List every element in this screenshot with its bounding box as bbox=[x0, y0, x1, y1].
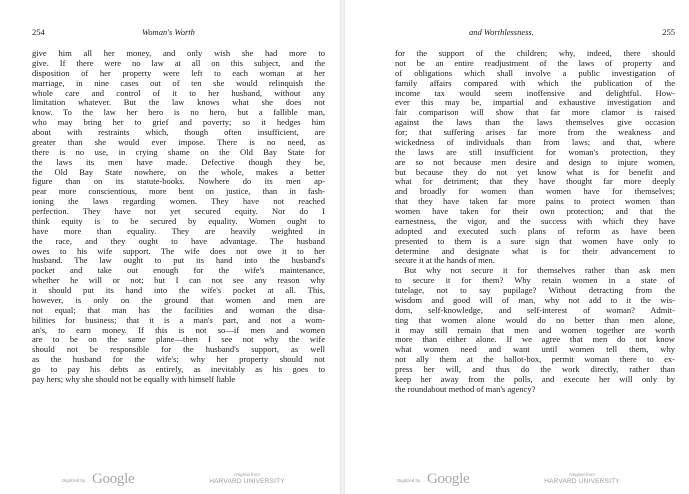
left-page-header bbox=[32, 27, 325, 39]
text-line: are to be on the same plane—then I see not why the wife bbox=[32, 335, 325, 345]
text-line: an's, to earn money. If this is not so—if men and women bbox=[32, 325, 325, 335]
text-line: limitation whatever. But the law knows what she does not bbox=[32, 98, 325, 108]
text-line: of obligations which shall involve a public investigation of bbox=[395, 68, 675, 78]
text-line: but because they do not yet know what is for benefit and bbox=[395, 167, 675, 177]
text-line: wisdom and good will of man, why not add to it the wis- bbox=[395, 295, 675, 305]
text-line: ever this may be, impartial and exhaustive investigation and bbox=[395, 98, 675, 108]
text-line: the race, and they ought to have advantage. The husband bbox=[32, 236, 325, 246]
text-line: pay hers; why she should not be equally with himself liable bbox=[32, 374, 236, 384]
left-page bbox=[0, 0, 340, 494]
text-line: have more than equality. They are heavily weighted in bbox=[32, 226, 325, 236]
text-line: the laws are still insufficient for woman's protection, they bbox=[395, 147, 675, 157]
right-page-body bbox=[395, 49, 675, 395]
text-line: whether he will or not; but I can not see any reason why bbox=[32, 276, 325, 286]
text-line: for the support of the children; why, indeed, there should bbox=[395, 49, 675, 58]
text-line: the laws its men have made. Defective though they be, bbox=[32, 157, 325, 167]
right-page bbox=[345, 0, 689, 494]
right-page-header bbox=[383, 27, 675, 39]
text-line: what for detriment; that they have thought far more deeply bbox=[395, 177, 675, 187]
text-line: presented to them is a sure sign that women have only to bbox=[395, 236, 675, 246]
text-line: it may still remain that men and women together are worth bbox=[395, 325, 675, 335]
text-line: earnestness, the vigor, and the success with which they have bbox=[395, 216, 675, 226]
text-line: perfection. They have not yet secured equity. Nor do I bbox=[32, 207, 325, 216]
original-from-label: Original from bbox=[234, 472, 260, 477]
text-line: more than either alone. If we agree that men do not know bbox=[395, 335, 675, 345]
text-line: adopted and executed such plans of reform as have been bbox=[395, 226, 675, 236]
original-from-label: Original from bbox=[569, 472, 595, 477]
text-line: greater than she would ever impose. There is no need, as bbox=[32, 137, 325, 147]
text-line: pocket and take out enough for the wife's maintenance, bbox=[32, 266, 325, 276]
text-line: press her will, and thus do the work directly, rather than bbox=[395, 365, 675, 374]
text-line: figure than on its statute-books. Nowhere do its men ap- bbox=[32, 177, 325, 187]
left-page-footer bbox=[62, 472, 302, 488]
running-head: Woman's Worth bbox=[142, 27, 195, 37]
text-line: who may bring her to grief and poverty; so it hedges him bbox=[32, 118, 325, 128]
text-line: the roundabout method of man's agency? bbox=[395, 384, 536, 394]
text-line: women have taken for their own protection; and that the bbox=[395, 207, 675, 216]
text-line: tutelage, not to say pupilage? Without detracting from the bbox=[395, 286, 675, 295]
text-line: keep her away from the polls, and execute her will only by bbox=[395, 374, 675, 384]
text-line: give. If there were no law at all on this subject, and the bbox=[32, 58, 325, 68]
text-line: secure it at the hands of men. bbox=[395, 256, 495, 266]
text-line: to secure it for them? Why retain women in a state of bbox=[395, 276, 675, 286]
text-line: that they have taken far more pains to protect women than bbox=[395, 197, 675, 207]
text-line: it should put its hand into the wife's pocket at all. This, bbox=[32, 286, 325, 295]
text-line: for; that suffering arises far more from the weakness and bbox=[395, 128, 675, 137]
text-line: income tax would seem inoffensive and delightful. How- bbox=[395, 88, 675, 98]
text-line: not ally them at the ballot-box, permit woman there to ex- bbox=[395, 355, 675, 365]
text-line: should not be responsible for the husband's support, as well bbox=[32, 345, 325, 355]
text-line: disposition of her property were left to each woman at her bbox=[32, 68, 325, 78]
digitized-by-label: Digitized by bbox=[397, 478, 421, 483]
text-line: bilities for business; that it is a man's part, and not a wom- bbox=[32, 315, 325, 325]
text-line: marriage, in nine cases out of ten she would relinquish the bbox=[32, 78, 325, 88]
text-line: ioning the laws regarding women. They have not reached bbox=[32, 197, 325, 207]
original-source bbox=[537, 472, 627, 486]
digitized-by-label: Digitized by bbox=[62, 478, 86, 483]
text-line: pear more conscientious, more bent on justice, than in fash- bbox=[32, 187, 325, 197]
text-line: give him all her money, and only wish she had more to bbox=[32, 49, 325, 58]
text-line: owes to his wife support. The wife does not owe it to her bbox=[32, 246, 325, 256]
text-line: the Old Bay State nowhere, on the whole, makes a better bbox=[32, 167, 325, 177]
text-line: think equity is to be secured by equality. Women ought to bbox=[32, 216, 325, 226]
library-name: HARVARD UNIVERSITY bbox=[544, 478, 620, 485]
text-line: there is no use, in crying shame on the Old Bay State for bbox=[32, 147, 325, 157]
text-line: whole care and control of it to her husband, without any bbox=[32, 88, 325, 98]
text-line: husband. The law ought to put its hand into the husband's bbox=[32, 256, 325, 266]
text-line: But why not secure it for themselves rather than ask men bbox=[404, 266, 675, 276]
text-line: not be an entire readjustment of the laws of property and bbox=[395, 58, 675, 68]
google-logo: Google bbox=[427, 471, 470, 487]
text-line: family affairs compared with which the publication of the bbox=[395, 78, 675, 88]
text-line: dom, self-knowledge, and self-interest of woman? Admit- bbox=[395, 305, 675, 315]
text-line: determine and designate what is for their advancement to bbox=[395, 246, 675, 256]
text-line: are so not because men desire and design to injure women, bbox=[395, 157, 675, 167]
text-line: wickedness of individuals than from laws; and that, where bbox=[395, 137, 675, 147]
original-source bbox=[202, 472, 292, 486]
text-line: go to pay his debts as entirely, as inevitably as his goes to bbox=[32, 365, 325, 374]
text-line: ting that women alone would do no better than men alone, bbox=[395, 315, 675, 325]
text-line: fair comparison will show that far more clamor is raised bbox=[395, 108, 675, 118]
text-line: and broadly for women than women have for themselves; bbox=[395, 187, 675, 197]
page-number: 255 bbox=[662, 27, 675, 37]
text-line: about with restraints which, though often insufficient, are bbox=[32, 128, 325, 137]
text-line: know. To the law her hero is no hero, but a fallible man, bbox=[32, 108, 325, 118]
left-page-body bbox=[32, 49, 325, 385]
text-line: however, is only on the ground that women and men are bbox=[32, 295, 325, 305]
text-line: against the laws than the laws themselves give occasion bbox=[395, 118, 675, 128]
google-logo: Google bbox=[92, 471, 135, 487]
running-head: and Worthlessness. bbox=[469, 27, 534, 37]
text-line: as the husband for the wife's; why her property should not bbox=[32, 355, 325, 365]
right-page-footer bbox=[397, 472, 637, 488]
text-line: what women need and want until women tell them, why bbox=[395, 345, 675, 355]
text-line: not equal; that man has the facilities and woman the disa- bbox=[32, 305, 325, 315]
library-name: HARVARD UNIVERSITY bbox=[209, 478, 285, 485]
page-number: 254 bbox=[32, 27, 45, 37]
